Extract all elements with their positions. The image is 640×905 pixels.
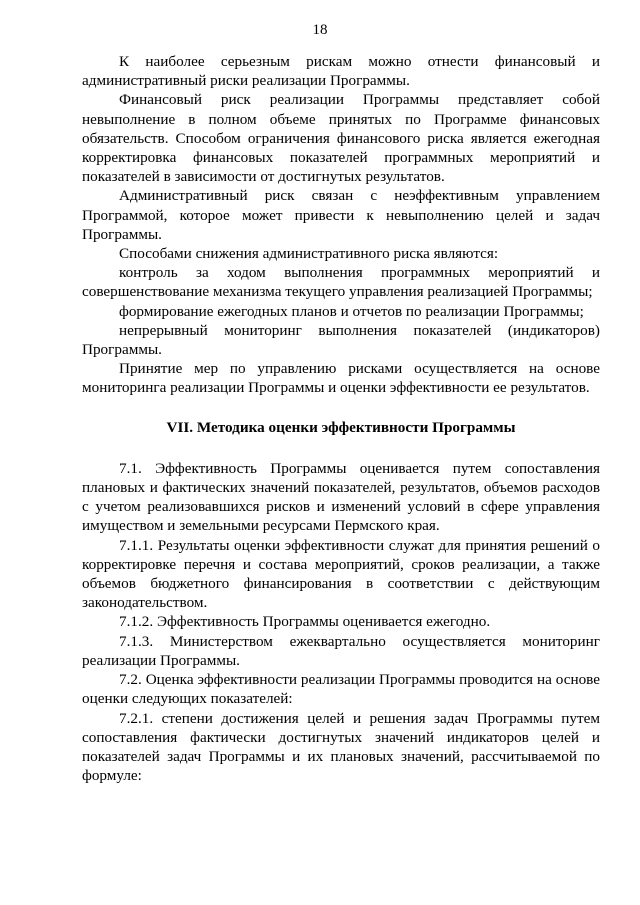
paragraph-financial-risk: Финансовый риск реализации Программы представляет собой невыполнение в полном объеме принятых по Программе финансовых обязательств. Способом ограничения финансового риска является ежегодная корректировка финансовых показателей программных мероприятий и показателей в зависимости от достигнутых результатов.	[82, 91, 600, 186]
paragraph-risk-reduction-methods: Способами снижения административного риска являются:	[119, 245, 499, 263]
paragraph-7-1: 7.1. Эффективность Программы оценивается путем сопоставления плановых и фактических значений показателей, результатов, объемов расходов с учетом реализовавшихся рисков и изменений условий в сфере управления имуществом и земельными ресурсами Пермского края.	[82, 459, 600, 535]
list-item-monitoring: непрерывный мониторинг выполнения показателей (индикаторов) Программы.	[82, 321, 600, 359]
paragraph-administrative-risk: Административный риск связан с неэффективным управлением Программой, которое может привести к невыполнению целей и задач Программы.	[82, 187, 600, 243]
page-content	[82, 52, 600, 785]
paragraph-risk-management: Принятие мер по управлению рисками осуществляется на основе мониторинга реализации Программы и оценки эффективности ее результатов.	[82, 360, 600, 397]
paragraph-7-1-2: 7.1.2. Эффективность Программы оценивается ежегодно.	[119, 613, 491, 631]
paragraph-7-2: 7.2. Оценка эффективности реализации Программы проводится на основе оценки следующих показателей:	[82, 671, 600, 708]
list-item-control: контроль за ходом выполнения программных мероприятий и совершенствование механизма текущего управления реализацией Программы;	[82, 264, 600, 301]
paragraph-7-1-3: 7.1.3. Министерством ежеквартально осуществляется мониторинг реализации Программы.	[82, 632, 600, 669]
paragraph-7-1-1: 7.1.1. Результаты оценки эффективности служат для принятия решений о корректировке перечня и состава мероприятий, сроков реализации, а также объемов бюджетного финансирования в соответствии с действующим законодательством.	[82, 536, 600, 612]
page-number: 18	[312, 22, 328, 38]
paragraph-7-2-1: 7.2.1. степени достижения целей и решения задач Программы путем сопоставления фактически достигнутых значений индикаторов целей и показателей задач Программы и их плановых значений, рассчитываемой по формуле:	[82, 709, 600, 785]
section-heading: VII. Методика оценки эффективности Программы	[166, 418, 516, 436]
list-item-planning: формирование ежегодных планов и отчетов по реализации Программы;	[119, 302, 584, 320]
paragraph-risks-intro: К наиболее серьезным рискам можно отнести финансовый и административный риски реализации Программы.	[82, 53, 600, 90]
